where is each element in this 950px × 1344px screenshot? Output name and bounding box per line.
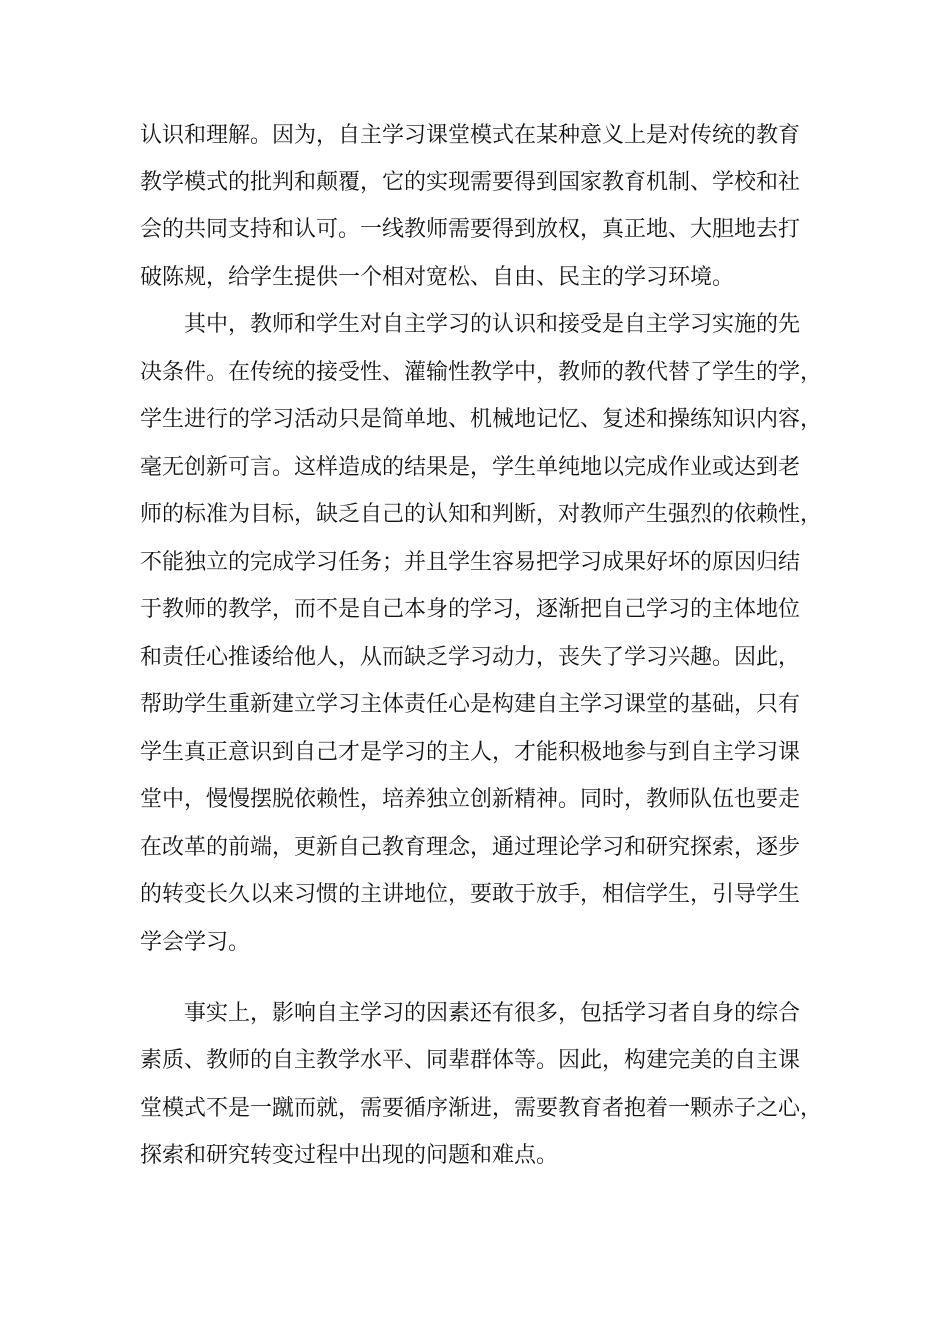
text-line: 在改革的前端，更新自己教育理念，通过理论学习和研究探索，逐步 xyxy=(140,835,801,860)
text-line: 师的标准为目标，缺乏自己的认知和判断，对教师产生强烈的依赖性， xyxy=(140,502,823,527)
text-line: 认识和理解。因为，自主学习课堂模式在某种意义上是对传统的教育 xyxy=(140,123,801,148)
text-line: 素质、教师的自主教学水平、同辈群体等。因此，构建完美的自主课 xyxy=(140,1048,801,1073)
text-line: 破陈规，给学生提供一个相对宽松、自由、民主的学习环境。 xyxy=(140,265,735,290)
text-line: 决条件。在传统的接受性、灌输性教学中，教师的教代替了学生的学， xyxy=(140,360,823,385)
paragraph-first-line: 事实上，影响自主学习的因素还有很多，包括学习者自身的综合 xyxy=(184,1001,801,1026)
text-line: 探索和研究转变过程中出现的问题和难点。 xyxy=(140,1143,559,1168)
text-line: 于教师的教学，而不是自己本身的学习，逐渐把自己学习的主体地位 xyxy=(140,597,801,622)
text-line: 学生真正意识到自己才是学习的主人，才能积极地参与到自主学习课 xyxy=(140,740,801,765)
text-line: 毫无创新可言。这样造成的结果是，学生单纯地以完成作业或达到老 xyxy=(140,455,801,480)
text-line: 教学模式的批判和颠覆，它的实现需要得到国家教育机制、学校和社 xyxy=(140,170,801,195)
text-line: 会的共同支持和认可。一线教师需要得到放权，真正地、大胆地去打 xyxy=(140,217,801,242)
text-line: 学生进行的学习活动只是简单地、机械地记忆、复述和操练知识内容， xyxy=(140,407,823,432)
text-line: 学会学习。 xyxy=(140,930,251,955)
text-line: 的转变长久以来习惯的主讲地位，要敢于放手，相信学生，引导学生 xyxy=(140,882,801,907)
text-line: 堂模式不是一蹴而就，需要循序渐进，需要教育者抱着一颗赤子之心， xyxy=(140,1096,823,1121)
paragraph-first-line: 其中，教师和学生对自主学习的认识和接受是自主学习实施的先 xyxy=(184,312,801,337)
text-line: 帮助学生重新建立学习主体责任心是构建自主学习课堂的基础，只有 xyxy=(140,692,801,717)
text-line: 和责任心推诿给他人，从而缺乏学习动力，丧失了学习兴趣。因此， xyxy=(140,645,801,670)
text-line: 不能独立的完成学习任务；并且学生容易把学习成果好坏的原因归结 xyxy=(140,550,801,575)
text-line: 堂中，慢慢摆脱依赖性，培养独立创新精神。同时，教师队伍也要走 xyxy=(140,787,801,812)
